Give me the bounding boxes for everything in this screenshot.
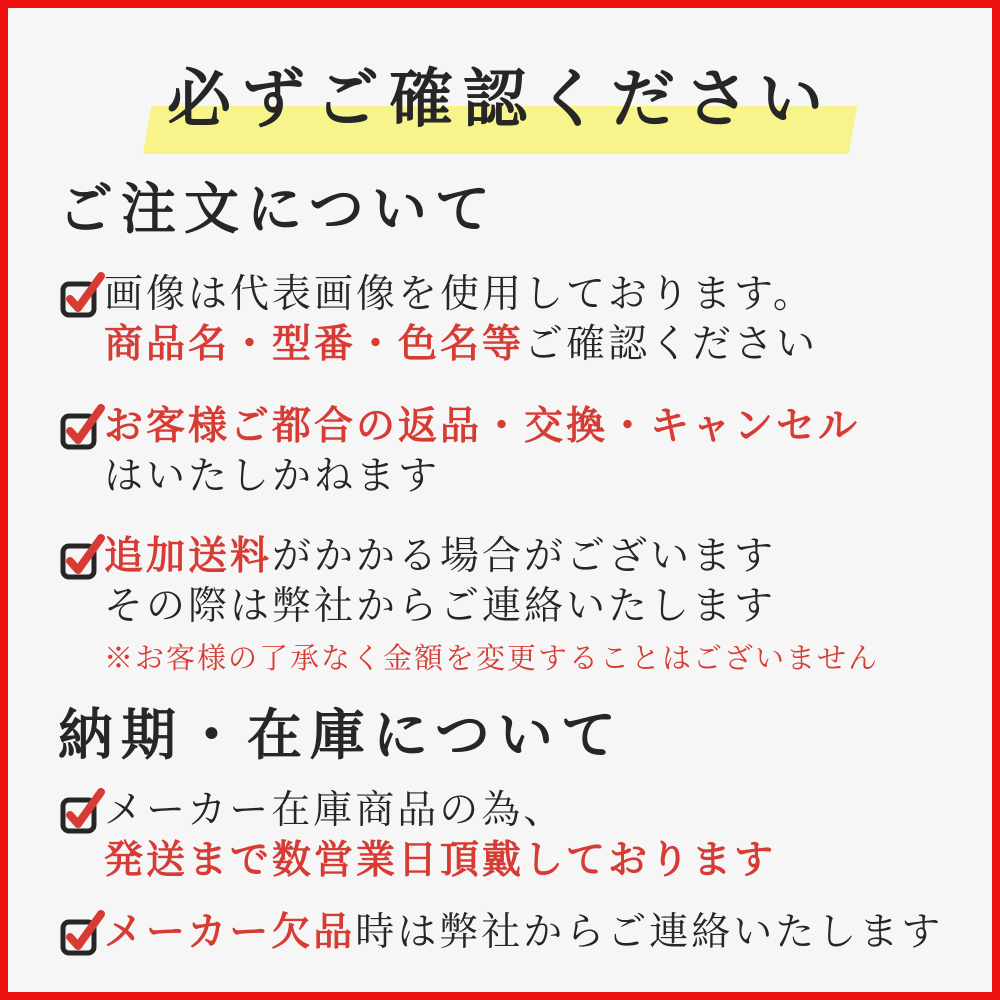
checked-checkbox-icon bbox=[58, 787, 106, 835]
text-segment: はいたしかねます bbox=[104, 455, 441, 498]
text-segment: メーカー在庫商品の為、 bbox=[104, 789, 566, 832]
item-note: ※お客様の了承なく金額を変更することはございません bbox=[104, 643, 880, 675]
text-segment: 時は弊社からご連絡いたします bbox=[355, 911, 944, 954]
item-line bbox=[104, 270, 972, 320]
item-line bbox=[104, 532, 972, 582]
checked-checkbox-icon bbox=[58, 271, 106, 319]
checklist-item bbox=[8, 908, 992, 958]
text-segment: メーカー欠品 bbox=[104, 911, 356, 954]
checklist-item bbox=[8, 270, 992, 370]
section-heading-delivery-stock: 納期・在庫について bbox=[58, 705, 624, 766]
item-line bbox=[104, 320, 972, 370]
item-line bbox=[104, 908, 972, 958]
text-segment: 発送まで数営業日頂戴しております bbox=[104, 839, 777, 882]
text-segment: 商品名・型番・色名等 bbox=[104, 323, 525, 366]
checked-checkbox-icon bbox=[58, 403, 106, 451]
text-segment: 画像は代表画像を使用しております。 bbox=[104, 273, 815, 316]
page-title bbox=[8, 52, 992, 148]
text-segment: がかかる場合がございます bbox=[272, 535, 777, 578]
checklist-item bbox=[8, 532, 992, 678]
item-line bbox=[104, 402, 972, 452]
checklist-item bbox=[8, 402, 992, 502]
item-line bbox=[104, 786, 972, 836]
text-segment: その際は弊社からご連絡いたします bbox=[104, 585, 777, 628]
text-segment: ご確認ください bbox=[524, 323, 819, 366]
text-segment: 追加送料 bbox=[104, 535, 273, 578]
item-line bbox=[104, 582, 972, 632]
text-segment: お客様ご都合の返品・交換・キャンセル bbox=[104, 405, 861, 448]
checklist-item bbox=[8, 786, 992, 886]
item-line bbox=[104, 452, 972, 502]
checked-checkbox-icon bbox=[58, 909, 106, 957]
page-title-text: 必ずご確認ください bbox=[167, 64, 833, 135]
checked-checkbox-icon bbox=[58, 533, 106, 581]
item-line bbox=[104, 836, 972, 886]
section-heading-orders: ご注文について bbox=[58, 179, 498, 240]
